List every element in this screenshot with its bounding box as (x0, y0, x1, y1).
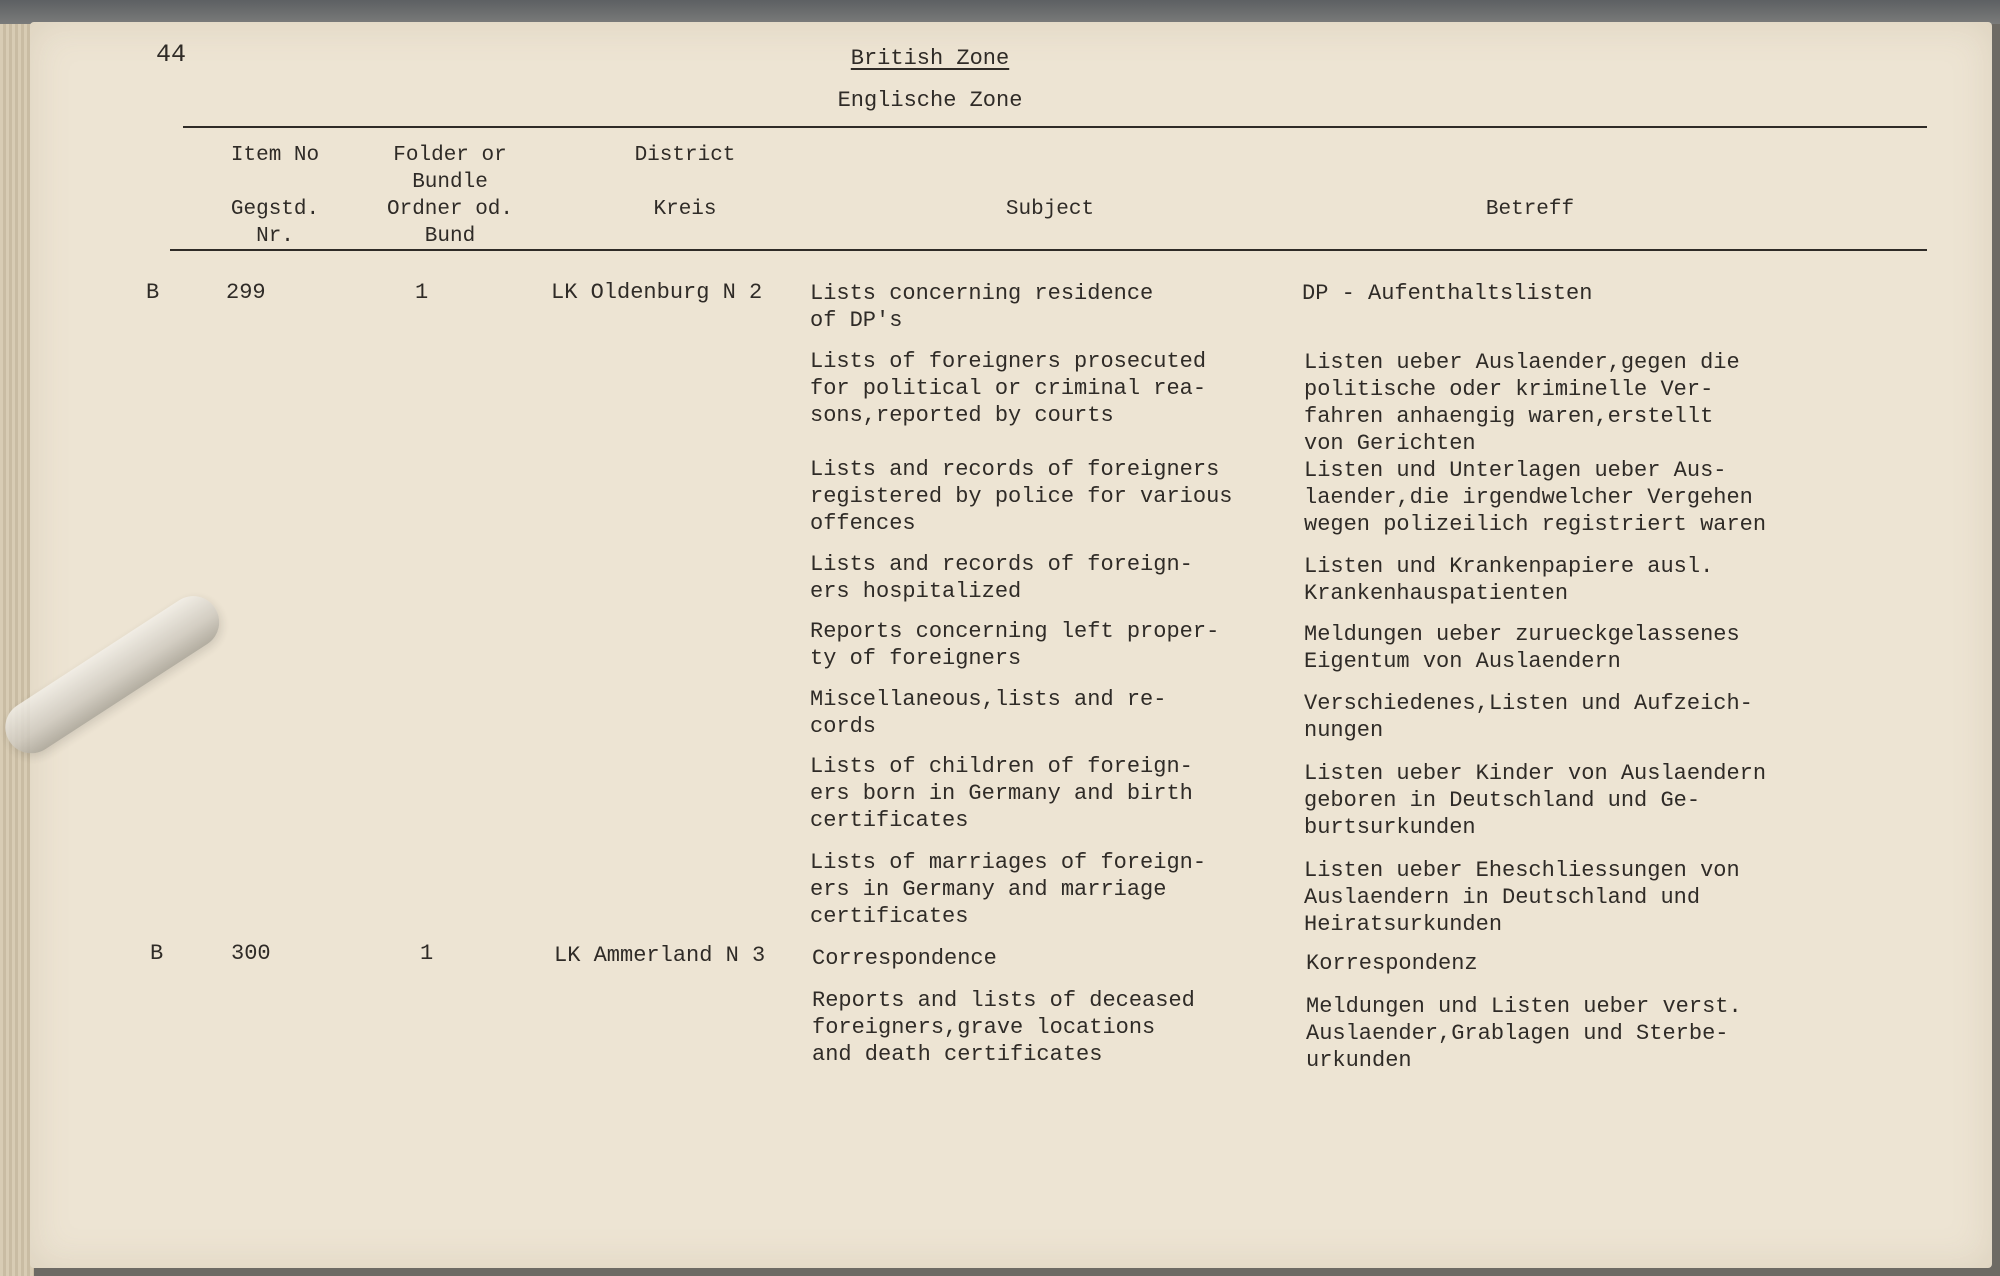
betreff-line: Meldungen ueber zurueckgelassenes Eigentum von Auslaendern (1304, 622, 1740, 674)
betreff-line: Listen ueber Eheschliessungen von Auslaendern in Deutschland und Heiratsurkunden (1304, 858, 1740, 937)
subject-line: Lists concerning residence of DP's (810, 281, 1154, 333)
header-bottom-rule (170, 249, 1927, 251)
entry-folder: 1 (420, 941, 434, 966)
entry-item-no: 300 (231, 941, 271, 966)
header-subject: Subject (1005, 198, 1095, 221)
background-strip (0, 0, 2000, 24)
betreff-line: Korrespondenz (1306, 951, 1478, 976)
entry-code: B (150, 941, 164, 966)
subject-line: Lists of marriages of foreign- ers in Germany and marriage certificates (810, 850, 1207, 929)
header-item-no: Item No Gegstd. Nr. (230, 144, 320, 248)
betreff-line: Meldungen und Listen ueber verst. Auslaender,Grablagen und Sterbe- urkunden (1306, 994, 1742, 1073)
entry-item-no: 299 (226, 280, 266, 305)
page-number: 44 (156, 40, 187, 69)
subject-line: Miscellaneous,lists and re- cords (810, 687, 1167, 739)
subject-line: Lists and records of foreigners registered by police for various offences (810, 457, 1233, 536)
page-subtitle: Englische Zone (837, 88, 1023, 113)
header-betreff: Betreff (1485, 198, 1575, 221)
entry-district: LK Ammerland N 3 (554, 943, 766, 968)
betreff-line: Listen und Unterlagen ueber Aus- laender,die irgendwelcher Vergehen wegen polizeilich registriert waren (1304, 458, 1767, 537)
header-district: District Kreis (634, 144, 736, 221)
header-top-rule (183, 126, 1927, 128)
betreff-line: Listen ueber Kinder von Auslaendern geboren in Deutschland und Ge- burtsurkunden (1304, 761, 1767, 840)
betreff-line: Listen und Krankenpapiere ausl. Krankenhauspatienten (1304, 554, 1714, 606)
subject-line: Reports and lists of deceased foreigners,grave locations and death certificates (812, 988, 1195, 1067)
betreff-line: Verschiedenes,Listen und Aufzeich- nungen (1304, 691, 1753, 743)
entry-district: LK Oldenburg N 2 (551, 280, 763, 305)
subject-line: Lists of foreigners prosecuted for political or criminal rea- sons,reported by courts (810, 349, 1207, 428)
header-folder: Folder or Bundle Ordner od. Bund (386, 144, 514, 248)
page-title: British Zone (850, 46, 1010, 71)
subject-line: Reports concerning left proper- ty of foreigners (810, 619, 1220, 671)
book-page-edges (0, 24, 34, 1276)
betreff-line: DP - Aufenthaltslisten (1302, 281, 1593, 306)
subject-line: Correspondence (812, 946, 997, 971)
entry-folder: 1 (415, 280, 429, 305)
subject-line: Lists of children of foreign- ers born in Germany and birth certificates (810, 754, 1193, 833)
entry-code: B (146, 280, 160, 305)
subject-line: Lists and records of foreign- ers hospitalized (810, 552, 1193, 604)
betreff-line: Listen ueber Auslaender,gegen die politische oder kriminelle Ver- fahren anhaengig waren,erstellt von Gerichten (1304, 350, 1740, 456)
